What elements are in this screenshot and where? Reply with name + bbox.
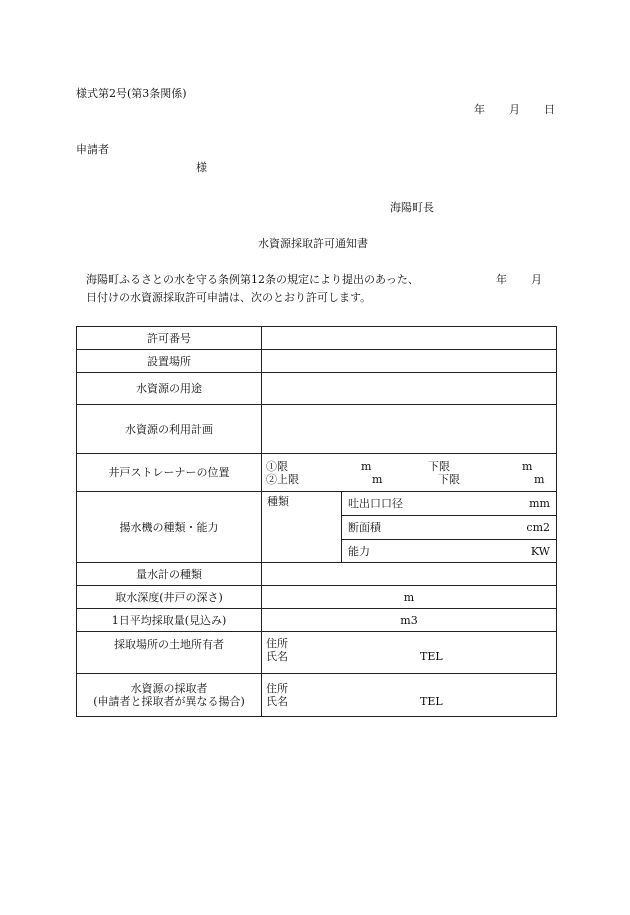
extractor-address-label: 住所 (266, 682, 288, 695)
pump-type-label: 種類 (262, 492, 342, 562)
location-label: 設置場所 (77, 350, 262, 373)
pump-bore-label: 吐出口口径 (348, 497, 403, 510)
issuer-name: 海陽町長 (390, 201, 434, 214)
extractor-value (262, 674, 557, 717)
pump-label: 揚水機の種類・能力 (77, 492, 262, 563)
applicant-label: 申請者 (76, 143, 109, 156)
table-row (77, 586, 557, 609)
landowner-name-label: 氏名 (266, 650, 288, 663)
table-row (77, 632, 557, 674)
strainer-row2-lower: 下限 (438, 472, 460, 486)
table-row (77, 327, 557, 350)
table-row (77, 350, 557, 373)
document-title: 水資源採取許可通知書 (258, 237, 368, 250)
permit-details-table (76, 326, 557, 717)
strainer-row1-lower: 下限 (428, 459, 450, 473)
applicant-honorific: 様 (196, 161, 207, 174)
daily-volume-unit: m3 (262, 609, 557, 632)
body-line-2: 日付けの水資源採取許可申請は、次のとおり許可します。 (86, 291, 372, 304)
permit-number-label: 許可番号 (77, 327, 262, 350)
table-row (77, 373, 557, 405)
pump-bore-row (342, 492, 556, 516)
usage-plan-label: 水資源の利用計画 (77, 405, 262, 454)
body-line-1-year: 年 (496, 273, 507, 286)
strainer-row2-start: ②上限 (266, 472, 299, 486)
landowner-label: 採取場所の土地所有者 (77, 632, 262, 674)
pump-area-row (342, 516, 556, 540)
pump-bore-unit: mm (529, 497, 550, 510)
landowner-address-label: 住所 (266, 637, 288, 650)
location-value (262, 350, 557, 373)
pump-area-label: 断面積 (348, 521, 381, 534)
pump-capacity-row (342, 540, 556, 563)
body-line-1: 海陽町ふるさとの水を守る条例第12条の規定により提出のあった、 (86, 273, 419, 286)
landowner-value (262, 632, 557, 674)
daily-volume-label: 1日平均採取量(見込み) (77, 609, 262, 632)
strainer-row1-start: ①限 (266, 459, 288, 473)
extractor-name-label: 氏名 (266, 695, 288, 708)
date-month-label: 月 (509, 103, 520, 116)
table-row (77, 405, 557, 454)
strainer-position-value (262, 454, 557, 492)
pump-value (262, 492, 557, 563)
extractor-label-line2: (申請者と採取者が異なる揚合) (93, 695, 245, 708)
purpose-value (262, 373, 557, 405)
table-row (77, 454, 557, 492)
date-day-label: 日 (544, 103, 555, 116)
pump-capacity-unit: KW (530, 545, 550, 558)
meter-type-label: 量水計の種類 (77, 563, 262, 586)
extractor-label (77, 674, 262, 717)
meter-type-value (262, 563, 557, 586)
intake-depth-unit: m (262, 586, 557, 609)
strainer-row2-unit: m (372, 472, 383, 486)
date-year-label: 年 (474, 103, 485, 116)
table-row (77, 492, 557, 563)
usage-plan-value (262, 405, 557, 454)
strainer-row1-unit: m (361, 459, 372, 473)
intake-depth-label: 取水深度(井戸の深さ) (77, 586, 262, 609)
form-number-label: 様式第2号(第3条関係) (76, 87, 187, 100)
strainer-row1-lower-unit: m (522, 459, 533, 473)
body-line-1-month: 月 (531, 273, 542, 286)
strainer-row2-lower-unit: m (534, 472, 545, 486)
pump-capacity-label: 能力 (348, 545, 370, 558)
extractor-label-line1: 水資源の採取者 (130, 682, 208, 695)
pump-area-unit: cm2 (526, 521, 550, 534)
table-row (77, 563, 557, 586)
landowner-tel-label: TEL (420, 650, 443, 663)
permit-number-value (262, 327, 557, 350)
purpose-label: 水資源の用途 (77, 373, 262, 405)
table-row (77, 674, 557, 717)
extractor-tel-label: TEL (420, 695, 443, 708)
strainer-position-label: 井戸ストレーナーの位置 (77, 454, 262, 492)
table-row (77, 609, 557, 632)
